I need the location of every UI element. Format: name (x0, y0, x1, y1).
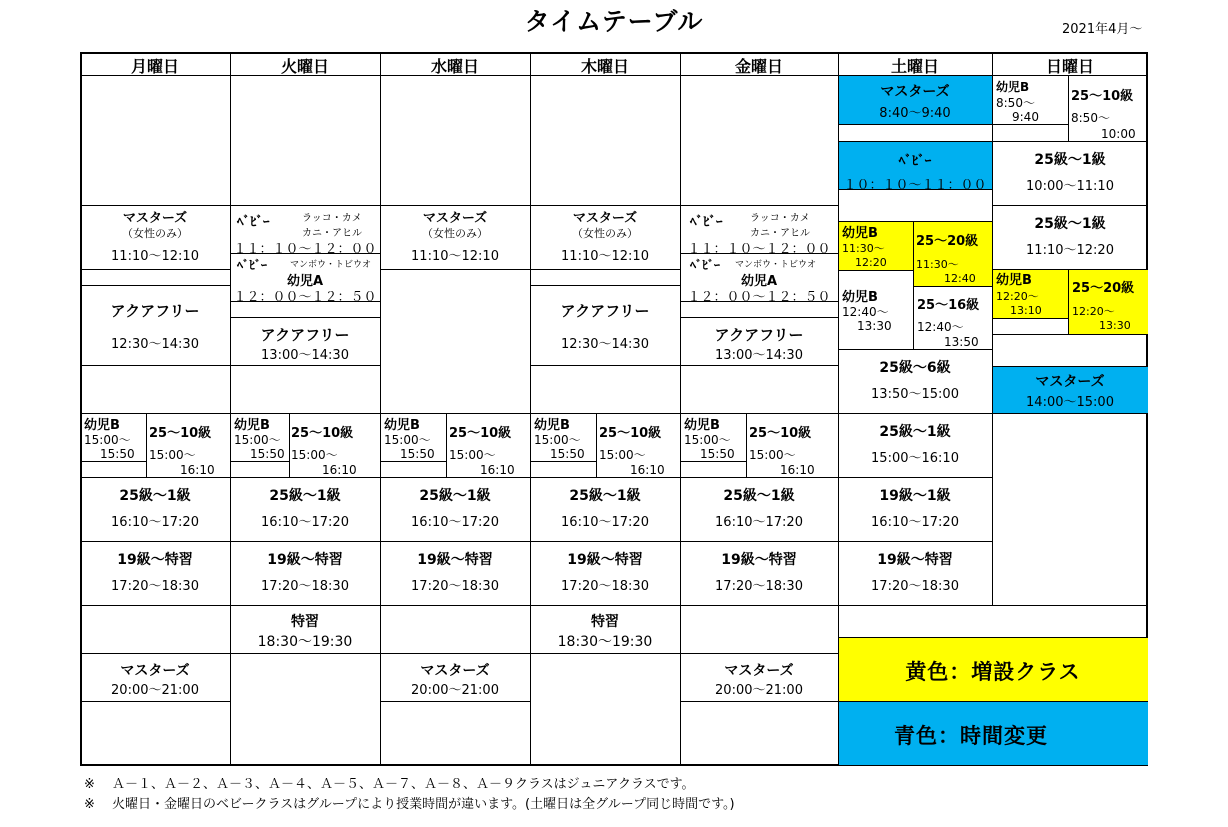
fri-youjia-label: 幼児A (740, 274, 778, 289)
grid-line (596, 413, 597, 477)
grid-line (230, 541, 380, 542)
grid-line (230, 477, 380, 478)
sat-k251-name: 25級～1級 (879, 424, 951, 440)
tue-aqua-title: アクアフリー (260, 326, 350, 344)
grid-line (680, 461, 746, 462)
grid-line (380, 653, 530, 654)
mon-youjib-time-b: 15:50 (100, 447, 135, 461)
grid-line (1068, 269, 1069, 334)
thu-youjib-name: 幼児B (534, 418, 570, 433)
tue-k19-name: 19級～特習 (267, 552, 343, 568)
tue-aqua-time: 13:00～14:30 (261, 348, 349, 363)
tue-k19-time: 17:20～18:30 (261, 579, 349, 594)
grid-line (380, 269, 530, 270)
grid-line (680, 653, 838, 654)
grid-line (80, 205, 230, 206)
grid-line (80, 541, 230, 542)
wed-youjib-name: 幼児B (384, 418, 420, 433)
thu-k19-name: 19級～特習 (567, 552, 643, 568)
grid-line (992, 334, 1148, 335)
grid-line (230, 205, 380, 206)
thu-k19-time: 17:20～18:30 (561, 579, 649, 594)
wed-k2510-time-b: 16:10 (480, 463, 515, 477)
wed-k251-name: 25級～1級 (419, 488, 491, 504)
sat-masters-name: マスターズ (880, 84, 950, 100)
grid-line (530, 541, 680, 542)
day-header-mon: 月曜日 (130, 57, 179, 76)
fri-youjib-time-a: 15:00～ (684, 433, 731, 447)
grid-line (680, 541, 838, 542)
day-header-wed: 水曜日 (430, 57, 479, 76)
sun-k2510-time-a: 8:50～ (1071, 111, 1110, 125)
day-header-sat: 土曜日 (890, 57, 939, 76)
grid-line (680, 52, 681, 766)
grid-line (992, 413, 1148, 414)
legend-blue: 青色：時間変更 (894, 724, 1048, 748)
sat-k2516-name: 25～16級 (917, 298, 980, 313)
wed-k19-name: 19級～特習 (417, 552, 493, 568)
grid-line (992, 318, 1068, 319)
grid-line (80, 477, 230, 478)
wed-masters-sub: （女性のみ） (422, 227, 488, 240)
footnote-2: ※ 火曜日・金曜日のベビークラスはグループにより授業時間が違います。(土曜日は全グループ同じ時間です。) (84, 797, 735, 812)
thu-masters-time: 11:10～12:10 (561, 249, 649, 264)
mon-masters-title: マスターズ (122, 211, 188, 226)
thu-youjib-time-a: 15:00～ (534, 433, 581, 447)
wed-k2510-time-a: 15:00～ (449, 448, 496, 462)
fri-k19-time: 17:20～18:30 (715, 579, 803, 594)
day-header-fri: 金曜日 (734, 57, 783, 76)
sun-k251a-time: 10:00～11:10 (1026, 179, 1114, 194)
thu-tokushu-time: 18:30～19:30 (557, 634, 653, 650)
tue-tokushu-time: 18:30～19:30 (257, 634, 353, 650)
fri-baby-groups1: ラッコ・カメ (750, 213, 810, 224)
tue-k2510-time-b: 16:10 (322, 463, 357, 477)
legend-yellow: 黄色：増設クラス (905, 660, 1081, 684)
tue-k2510-name: 25～10級 (291, 426, 354, 441)
grid-line (992, 124, 1068, 125)
sat-k2516-time-a: 12:40～ (917, 320, 964, 334)
thu-masters-title: マスターズ (572, 211, 638, 226)
grid-line (80, 269, 230, 270)
sat-k256-time: 13:50～15:00 (871, 387, 959, 402)
mon-youjib-name: 幼児B (84, 418, 120, 433)
grid-line (838, 605, 1148, 606)
grid-line (530, 52, 531, 766)
tue-baby2-label: ﾍﾞﾋﾞｰ (237, 258, 268, 272)
thu-aqua-title: アクアフリー (560, 302, 650, 320)
tue-baby-groups1: ラッコ・カメ (302, 213, 362, 224)
grid-line (992, 52, 993, 605)
grid-line (680, 365, 838, 366)
day-header-thu: 木曜日 (580, 57, 629, 76)
mon-k251-time: 16:10～17:20 (111, 515, 199, 530)
fri-k251-time: 16:10～17:20 (715, 515, 803, 530)
sat-k2520-time-a: 11:30～ (916, 258, 959, 271)
mon-k19-name: 19級～特習 (117, 552, 193, 568)
grid-line (746, 413, 747, 477)
tue-baby-time1: １１：１０～１２：００ (233, 242, 377, 257)
grid-line (992, 141, 1148, 142)
fri-k2510-time-b: 16:10 (780, 463, 815, 477)
day-header-sun: 日曜日 (1045, 57, 1094, 76)
grid-line (530, 205, 680, 206)
wed-masters-time: 11:10～12:10 (411, 249, 499, 264)
thu-aqua-time: 12:30～14:30 (561, 337, 649, 352)
sat-k19-name: 19級～特習 (877, 552, 953, 568)
tue-tokushu-name: 特習 (291, 614, 319, 630)
grid-line (230, 317, 380, 318)
sat-masters-time: 8:40～9:40 (879, 106, 951, 121)
grid-line (838, 701, 1148, 702)
grid-line (838, 477, 992, 478)
fri-baby-label: ﾍﾞﾋﾞｰ (690, 215, 723, 230)
grid-line (838, 413, 992, 414)
wed-k19-time: 17:20～18:30 (411, 579, 499, 594)
thu-tokushu-name: 特習 (591, 614, 619, 630)
sun-k2510-time-b: 10:00 (1101, 127, 1136, 141)
fri-k251-name: 25級～1級 (723, 488, 795, 504)
grid-line (80, 285, 230, 286)
tue-k2510-time-a: 15:00～ (291, 448, 338, 462)
sun-k251a-name: 25級～1級 (1034, 152, 1106, 168)
grid-line (230, 461, 289, 462)
grid-line (530, 653, 680, 654)
fri-masters-eve-time: 20:00～21:00 (715, 683, 803, 698)
thu-k2510-time-a: 15:00～ (599, 448, 646, 462)
grid-line (838, 270, 913, 271)
wed-masters-eve-time: 20:00～21:00 (411, 683, 499, 698)
grid-line (530, 365, 680, 366)
mon-k2510-time-a: 15:00～ (149, 448, 196, 462)
grid-line (380, 605, 530, 606)
grid-line (913, 286, 992, 287)
thu-k251-name: 25級～1級 (569, 488, 641, 504)
wed-masters-eve-name: マスターズ (420, 663, 490, 679)
fri-baby-groups3: マンボウ・トビウオ (735, 260, 817, 270)
wed-youjib-time-a: 15:00～ (384, 433, 431, 447)
fri-k2510-name: 25～10級 (749, 426, 812, 441)
sun-k251b-time: 11:10～12:20 (1026, 243, 1114, 258)
grid-line (530, 269, 680, 270)
mon-masters-eve-name: マスターズ (120, 663, 190, 679)
sat-youjib2-name: 幼児B (842, 290, 878, 305)
sun-k2520-name: 25～20級 (1072, 281, 1135, 296)
tue-baby-time2: １２：００～１２：５０ (233, 290, 377, 305)
grid-line (80, 461, 146, 462)
sat-youjib1-time-a: 11:30～ (842, 242, 885, 255)
grid-line (380, 541, 530, 542)
grid-line (80, 605, 230, 606)
wed-k2510-name: 25～10級 (449, 426, 512, 441)
tue-youjib-time-b: 15:50 (250, 447, 285, 461)
grid-line (380, 52, 381, 766)
tue-youjia-label: 幼児A (286, 274, 324, 289)
grid-line (230, 605, 380, 606)
grid-line (838, 637, 1148, 638)
grid-line (992, 205, 1148, 206)
sun-k2510-name: 25～10級 (1071, 89, 1134, 104)
grid-line (80, 365, 230, 366)
sun-masters-name: マスターズ (1035, 374, 1105, 390)
sat-k251-time: 15:00～16:10 (871, 451, 959, 466)
grid-line (838, 124, 992, 125)
sat-youjib1-name: 幼児B (842, 226, 878, 241)
footnote-1: ※ Ａ－１、Ａ－２、Ａ－３、Ａ－４、Ａ－５、Ａ－７、Ａ－８、Ａ－９クラスはジュニアクラスです。 (84, 777, 695, 792)
grid-line (380, 477, 530, 478)
sun-youjib1-time-a: 8:50～ (996, 96, 1035, 110)
sun-youjib1-name: 幼児B (996, 80, 1030, 94)
thu-k2510-name: 25～10級 (599, 426, 662, 441)
grid-line (530, 605, 680, 606)
tue-baby-groups3: マンボウ・トビウオ (290, 260, 372, 270)
tue-baby-groups2: カニ・アヒル (302, 228, 362, 239)
mon-aqua-title: アクアフリー (110, 302, 200, 320)
fri-baby-groups2: カニ・アヒル (750, 228, 810, 239)
thu-k251-time: 16:10～17:20 (561, 515, 649, 530)
grid-line (838, 141, 992, 142)
mon-k2510-name: 25～10級 (149, 426, 212, 441)
grid-line (530, 285, 680, 286)
mon-k251-name: 25級～1級 (119, 488, 191, 504)
fri-aqua-title: アクアフリー (714, 326, 804, 344)
sun-youjib2-time-a: 12:20～ (996, 290, 1039, 303)
sat-k256-name: 25級～6級 (879, 360, 951, 376)
mon-aqua-time: 12:30～14:30 (111, 337, 199, 352)
grid-line (680, 317, 838, 318)
date-note: 2021年4月～ (1062, 22, 1143, 37)
wed-masters-title: マスターズ (422, 211, 488, 226)
mon-k19-time: 17:20～18:30 (111, 579, 199, 594)
grid-line (1068, 75, 1069, 141)
grid-line (289, 413, 290, 477)
mon-masters-sub: （女性のみ） (122, 227, 188, 240)
sun-youjib2-name: 幼児B (996, 273, 1032, 288)
sun-k2520-time-b: 13:30 (1099, 319, 1131, 332)
grid-line (992, 366, 1148, 367)
sat-k191-name: 19級～1級 (879, 488, 951, 504)
thu-masters-sub: （女性のみ） (572, 227, 638, 240)
wed-youjib-time-b: 15:50 (400, 447, 435, 461)
grid-line (680, 477, 838, 478)
grid-line (80, 701, 230, 702)
grid-line (230, 52, 231, 766)
sat-k2520-time-b: 12:40 (944, 272, 976, 285)
sun-youjib2-time-b: 13:10 (1010, 304, 1042, 317)
mon-masters-eve-time: 20:00～21:00 (111, 683, 199, 698)
grid-line (680, 701, 838, 702)
tue-k251-time: 16:10～17:20 (261, 515, 349, 530)
mon-youjib-time-a: 15:00～ (84, 433, 131, 447)
mon-masters-time: 11:10～12:10 (111, 249, 199, 264)
sat-youjib2-time-a: 12:40～ (842, 305, 889, 319)
grid-line (913, 221, 914, 349)
grid-line (380, 205, 530, 206)
fri-k2510-time-a: 15:00～ (749, 448, 796, 462)
fri-baby-time2: １２：００～１２：５０ (687, 290, 831, 305)
sat-k19-time: 17:20～18:30 (871, 579, 959, 594)
grid-line (380, 461, 446, 462)
tue-baby-label: ﾍﾞﾋﾞｰ (237, 215, 270, 230)
sat-k191-time: 16:10～17:20 (871, 515, 959, 530)
fri-masters-eve-name: マスターズ (724, 663, 794, 679)
fri-baby2-label: ﾍﾞﾋﾞｰ (690, 258, 721, 272)
sat-baby-name: ﾍﾞﾋﾞｰ (898, 154, 932, 169)
grid-line (146, 413, 147, 477)
sun-youjib1-time-b: 9:40 (1012, 110, 1039, 124)
grid-line (680, 605, 838, 606)
grid-line (230, 653, 380, 654)
sat-k2520-name: 25～20級 (916, 234, 979, 249)
sat-youjib1-time-b: 12:20 (855, 256, 887, 269)
sat-baby-time: １０：１０～１１：００ (843, 178, 987, 193)
grid-line (530, 477, 680, 478)
fri-aqua-time: 13:00～14:30 (715, 348, 803, 363)
fri-youjib-time-b: 15:50 (700, 447, 735, 461)
grid-line (838, 349, 992, 350)
grid-line (680, 205, 838, 206)
sun-masters-time: 14:00～15:00 (1026, 395, 1114, 410)
grid-line (838, 541, 992, 542)
sun-k251b-name: 25級～1級 (1034, 216, 1106, 232)
thu-k2510-time-b: 16:10 (630, 463, 665, 477)
tue-k251-name: 25級～1級 (269, 488, 341, 504)
day-header-tue: 火曜日 (280, 57, 329, 76)
fri-k19-name: 19級～特習 (721, 552, 797, 568)
sun-k2520-time-a: 12:20～ (1072, 305, 1115, 318)
grid-line (530, 461, 596, 462)
wed-k251-time: 16:10～17:20 (411, 515, 499, 530)
sat-k2516-time-b: 13:50 (944, 335, 979, 349)
mon-k2510-time-b: 16:10 (180, 463, 215, 477)
fri-youjib-name: 幼児B (684, 418, 720, 433)
tue-youjib-time-a: 15:00～ (234, 433, 281, 447)
grid-line (80, 653, 230, 654)
sat-youjib2-time-b: 13:30 (857, 319, 892, 333)
grid-line (446, 413, 447, 477)
thu-youjib-time-b: 15:50 (550, 447, 585, 461)
grid-line (230, 365, 380, 366)
page-title: タイムテーブル (524, 7, 704, 36)
tue-youjib-name: 幼児B (234, 418, 270, 433)
grid-line (380, 701, 530, 702)
fri-baby-time1: １１：１０～１２：００ (687, 242, 831, 257)
